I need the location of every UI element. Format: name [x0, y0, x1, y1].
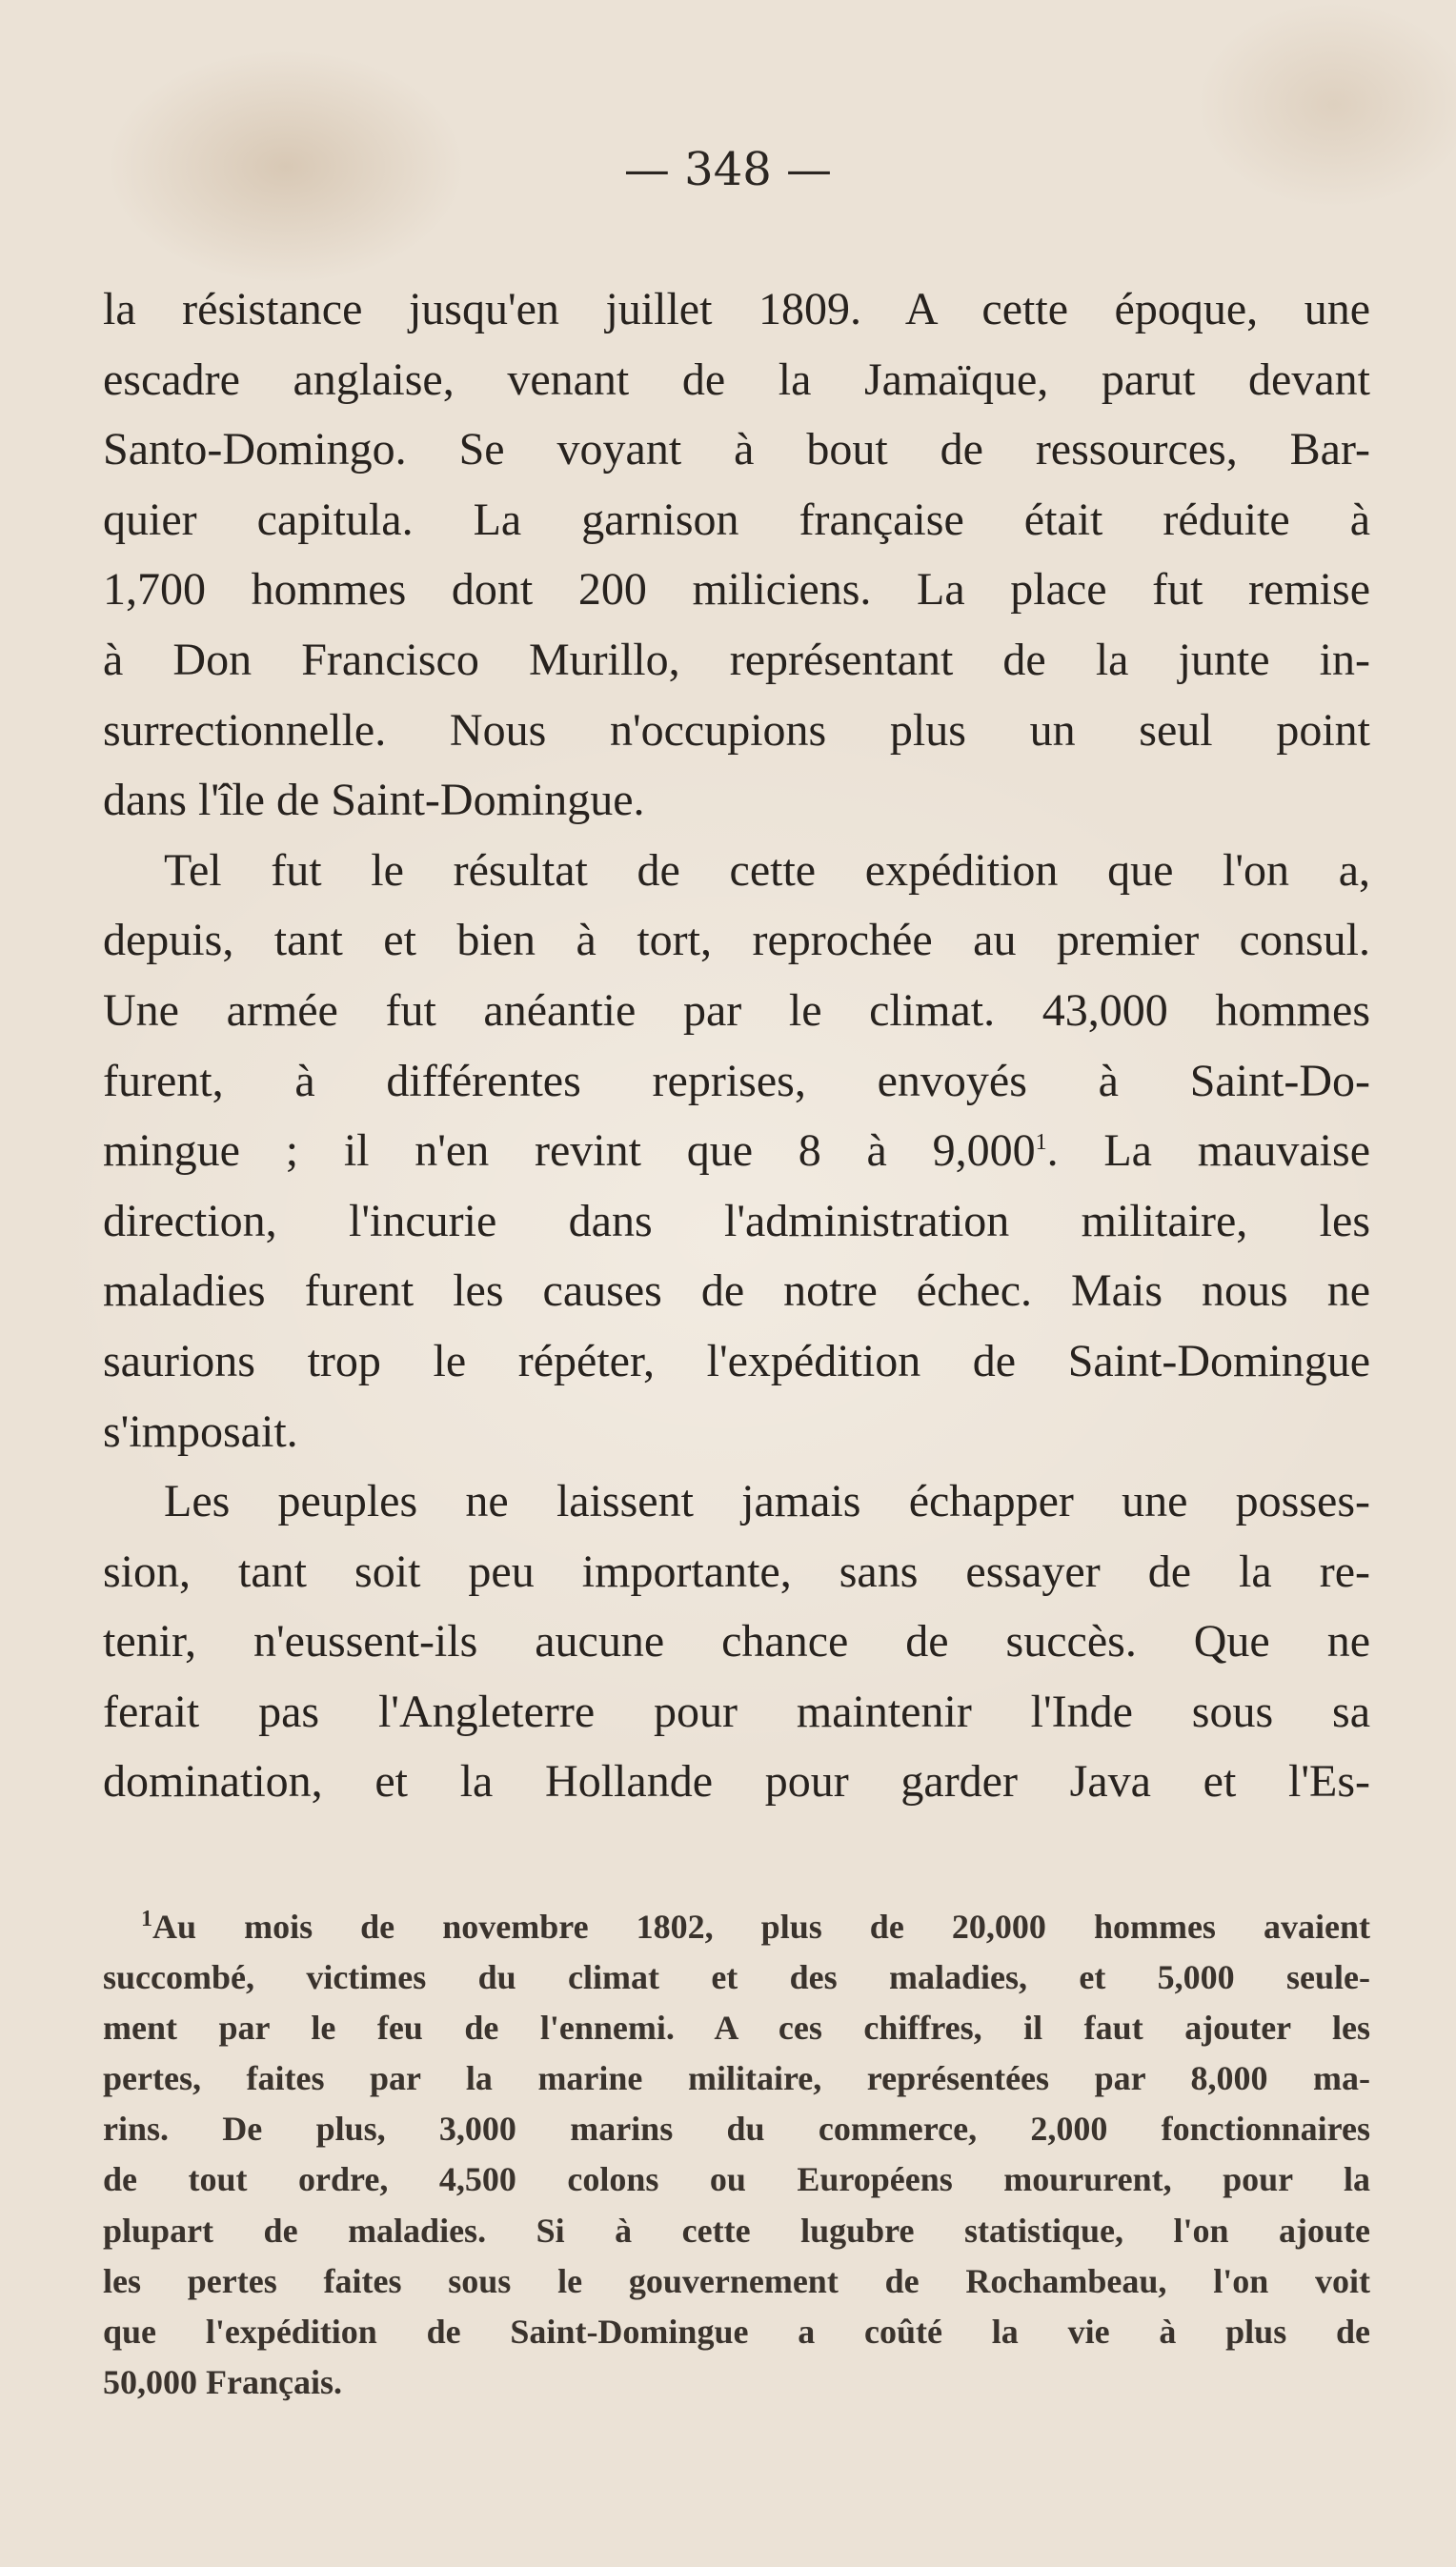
- text-line: escadre anglaise, venant de la Jamaïque, parut devant: [103, 354, 1370, 405]
- text-line: saurions trop le répéter, l'expédition de Saint-Domingue: [103, 1335, 1370, 1386]
- text-line: direction, l'incurie dans l'administration militaire, les: [103, 1195, 1370, 1246]
- text-line: quier capitula. La garnison française était réduite à: [103, 494, 1370, 545]
- footnote-line: pertes, faites par la marine militaire, représentées par 8,000 ma-: [103, 2059, 1370, 2098]
- footnote-line: que l'expédition de Saint-Domingue a coûté la vie à plus de: [103, 2312, 1370, 2351]
- footnote-reference[interactable]: 1: [1035, 1130, 1047, 1156]
- text-line: Tel fut le résultat de cette expédition que l'on a,: [164, 844, 1370, 896]
- text-segment: . La mauvaise: [1046, 1125, 1371, 1177]
- footnote-line: 50,000 Français.: [103, 2362, 342, 2401]
- text-line: Une armée fut anéantie par le climat. 43,000 hommes: [103, 984, 1370, 1036]
- text-line: 1,700 hommes dont 200 miliciens. La place fut remise: [103, 564, 1370, 616]
- page-number: — 348 —: [623, 143, 833, 196]
- main-text: [103, 274, 1370, 1817]
- text-line: depuis, tant et bien à tort, reprochée au premier consul.: [103, 915, 1370, 966]
- footnote-line: rins. De plus, 3,000 marins du commerce, 2,000 fonctionnaires: [103, 2110, 1370, 2149]
- footnote-line: de tout ordre, 4,500 colons ou Européens moururent, pour la: [103, 2160, 1370, 2199]
- text-line: la résistance jusqu'en juillet 1809. A cette époque, une: [103, 284, 1370, 334]
- footnote-line: succombé, victimes du climat et des maladies, et 5,000 seule-: [103, 1958, 1370, 1997]
- text-line: sion, tant soit peu importante, sans essayer de la re-: [103, 1546, 1370, 1597]
- text-line: tenir, n'eussent-ils aucune chance de succès. Que ne: [103, 1616, 1370, 1668]
- footnote-mark: 1: [141, 1907, 152, 1931]
- footnote-line: ment par le feu de l'ennemi. A ces chiffres, il faut ajouter les: [103, 2009, 1370, 2048]
- text-line-with-footnote-ref: [103, 1116, 1370, 1186]
- text-line: domination, et la Hollande pour garder Java et l'Es-: [103, 1756, 1370, 1808]
- text-line: ferait pas l'Angleterre pour maintenir l'Inde sous sa: [103, 1686, 1370, 1737]
- footnote-line: les pertes faites sous le gouvernement de Rochambeau, l'on voit: [103, 2261, 1370, 2300]
- footnote-line: [103, 1902, 1370, 1952]
- text-line: furent, à différentes reprises, envoyés à Saint-Do-: [103, 1055, 1370, 1106]
- footnote-line: plupart de maladies. Si à cette lugubre statistique, l'on ajoute: [103, 2211, 1370, 2250]
- text-line: surrectionnelle. Nous n'occupions plus un seul point: [103, 704, 1370, 756]
- text-segment: mingue ; il n'en revint que 8 à 9,000: [103, 1125, 1036, 1177]
- text-line: à Don Francisco Murillo, représentant de la junte in-: [103, 634, 1370, 685]
- footnote: [103, 1902, 1370, 2408]
- text-line: Les peuples ne laissent jamais échapper une posses-: [164, 1476, 1370, 1527]
- text-line: Santo-Domingo. Se voyant à bout de ressources, Bar-: [103, 424, 1370, 475]
- text-segment: Au mois de novembre 1802, plus de 20,000 hommes avaient: [152, 1908, 1370, 1946]
- text-line: maladies furent les causes de notre échec. Mais nous ne: [103, 1265, 1370, 1317]
- text-line: dans l'île de Saint-Domingue.: [103, 775, 645, 826]
- text-line: s'imposait.: [103, 1405, 298, 1457]
